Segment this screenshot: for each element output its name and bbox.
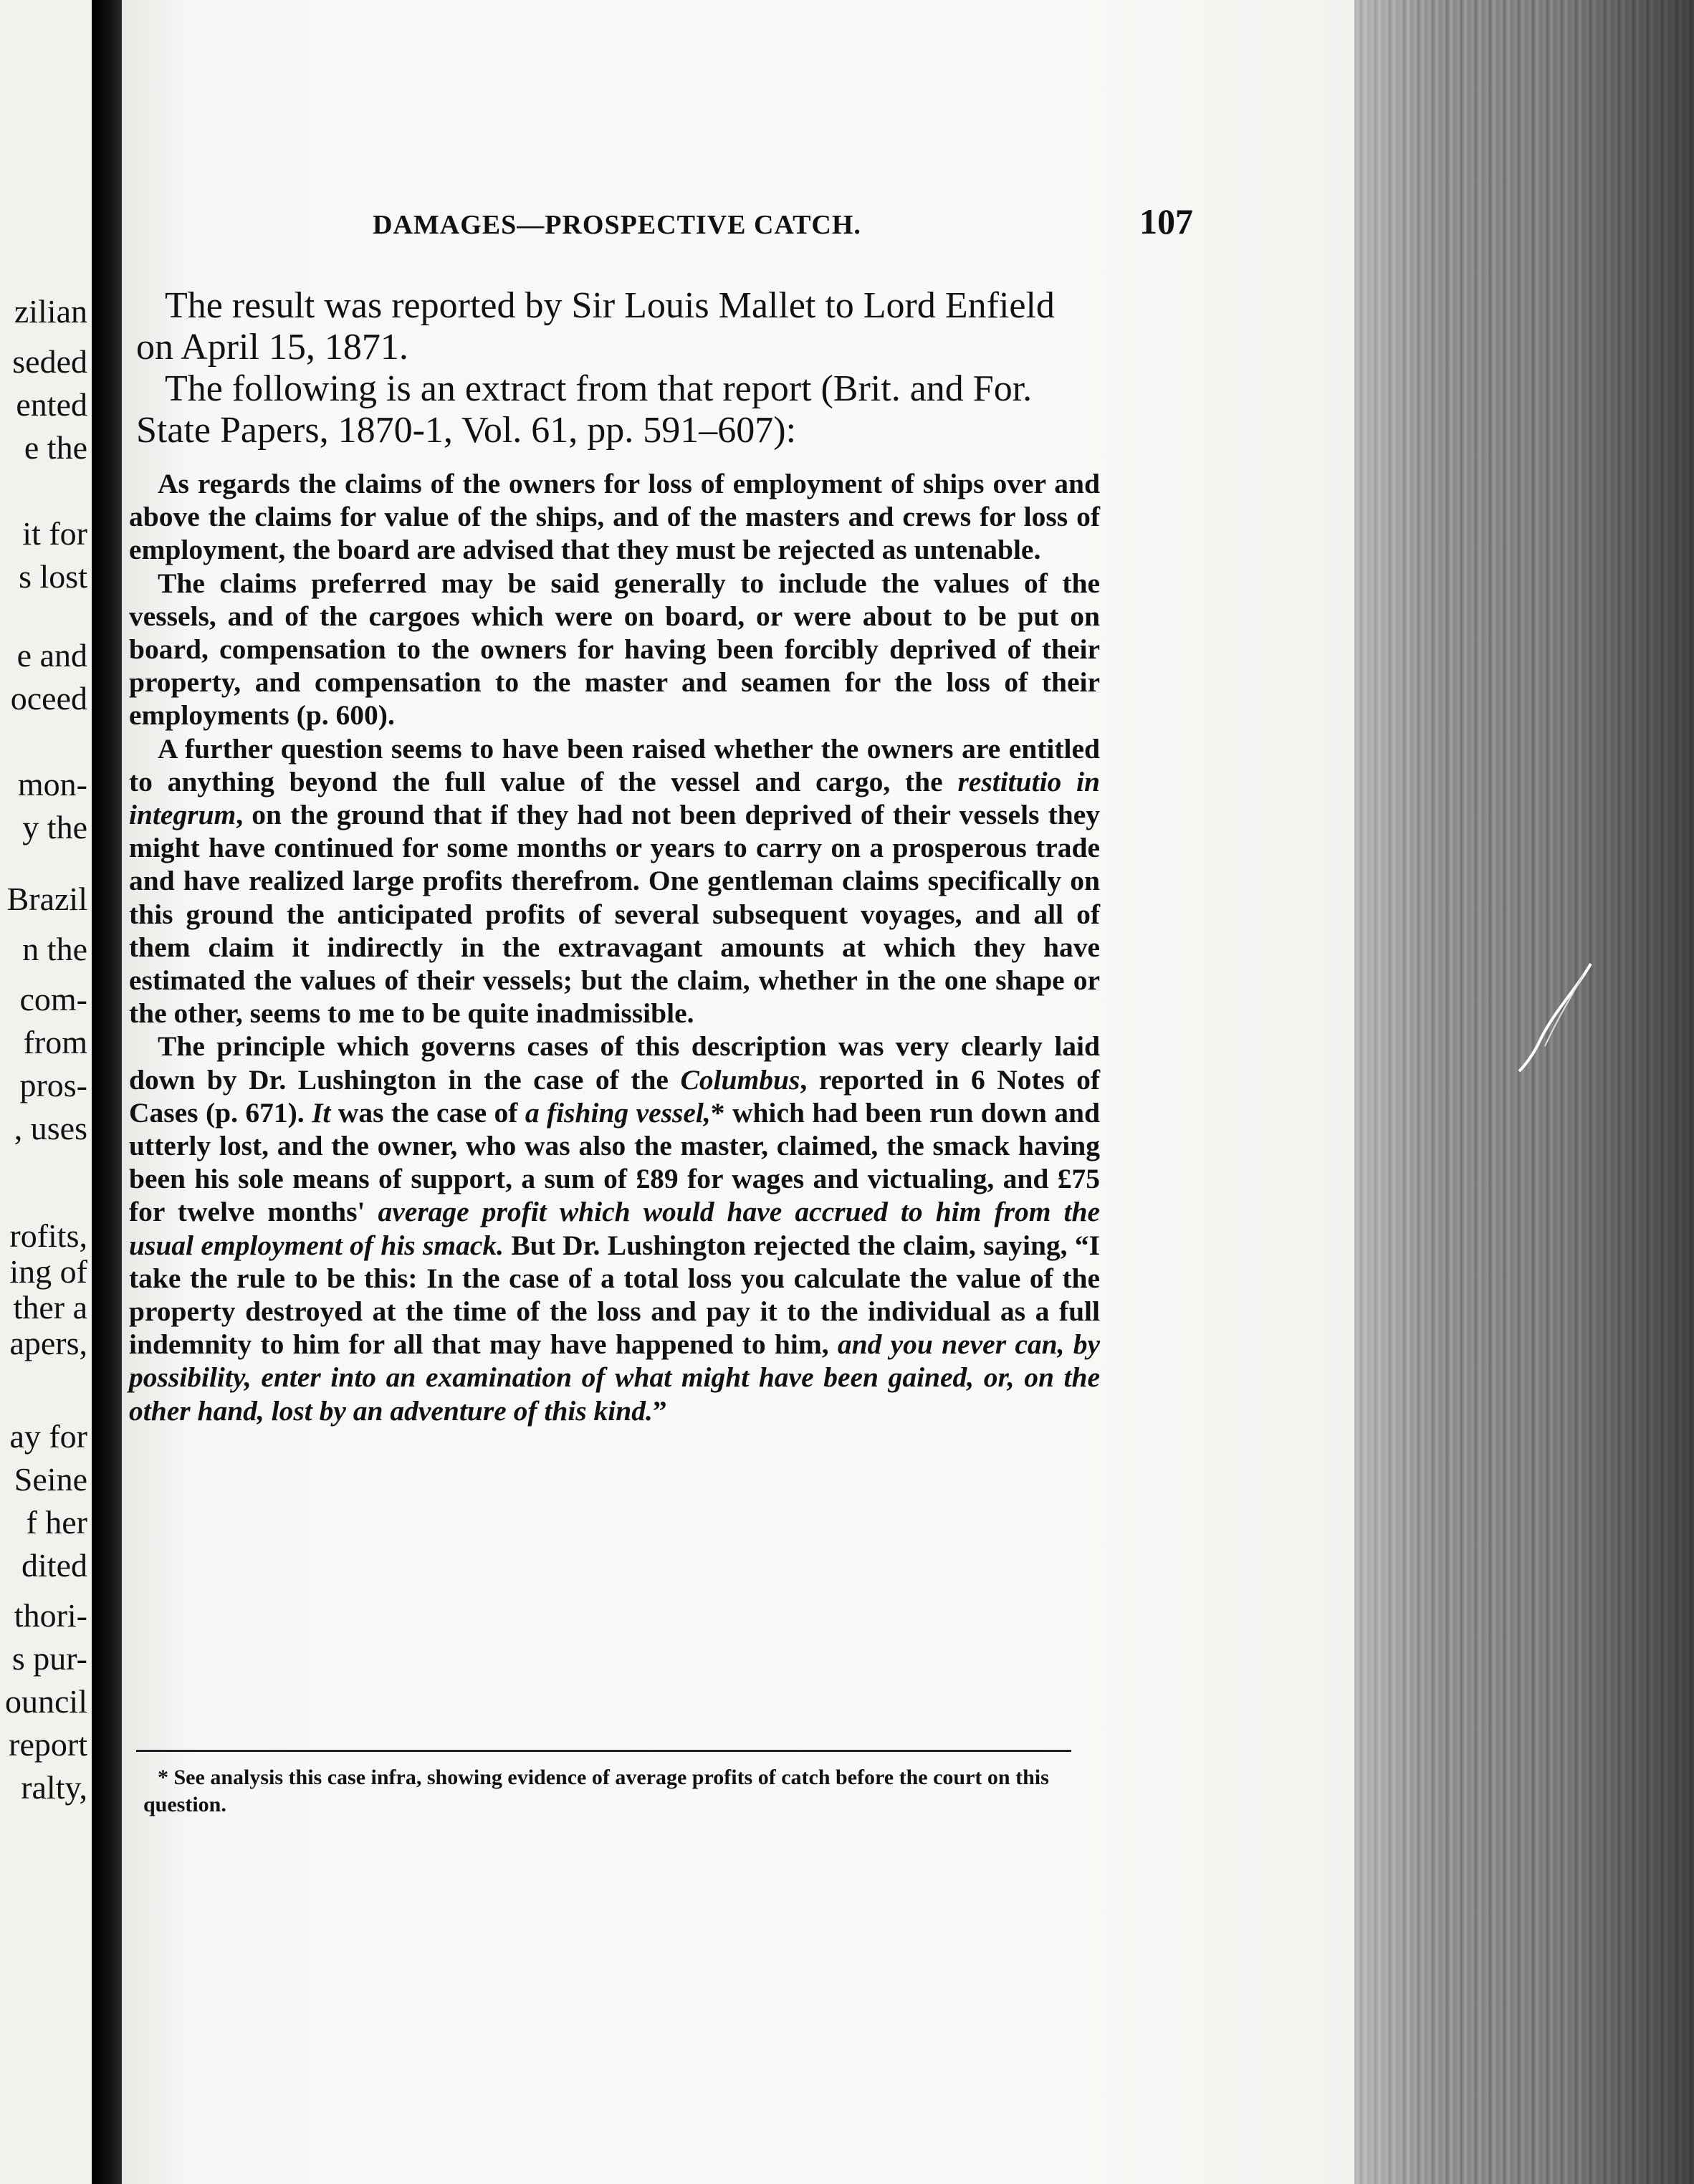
previous-page-line: dited: [21, 1547, 87, 1584]
previous-page-line: ralty,: [21, 1769, 87, 1806]
paragraph-1: The result was reported by Sir Louis Mallet to Lord Enfield on April 15, 1871.: [136, 285, 1055, 368]
previous-page-line: report: [9, 1726, 87, 1763]
quote-paragraph-2: The claims preferred may be said generally to include the values of the vessels, and of the cargoes which were on board, or were about to be put on board, compensation to the owners for having been forcibly deprived of their property, and compensation to the master and seamen for the loss of their employments (p. 600).: [129, 567, 1100, 732]
quote-paragraph-1: As regards the claims of the owners for loss of employment of ships over and above the claims for value of the ships, and of the masters and crews for loss of employment, the board are advised that they must be rejected as untenable.: [129, 468, 1100, 566]
quote-paragraph-4: [129, 1030, 1100, 1427]
page-tear-mark: [1512, 960, 1598, 1075]
previous-page-line: ay for: [9, 1418, 87, 1455]
italic-text: and you never can, by possibility, enter into an examination of what might have been gained, or, on the other hand, lost by an adventure of this kind.: [129, 1328, 1100, 1427]
previous-page-line: Seine: [14, 1461, 87, 1498]
paragraph-2: The following is an extract from that report (Brit. and For. State Papers, 1870-1, Vol. 61, pp. 591–607):: [136, 368, 1033, 451]
previous-page-line: apers,: [9, 1325, 87, 1361]
previous-page-line: ented: [16, 386, 87, 423]
previous-page-line: mon-: [17, 766, 87, 803]
italic-text: a fishing vessel,: [525, 1096, 711, 1129]
body-text: [136, 285, 1100, 451]
previous-page-line: it for: [22, 515, 87, 552]
previous-page-line: f her: [26, 1504, 87, 1541]
previous-page-line: , uses: [14, 1110, 87, 1146]
page-edges-shading: [1354, 0, 1694, 2184]
quote-text: * which had been run down and utterly lost, and the owner, who was also the master, claimed, the smack having been his sole means of support, a sum of £89 for wages and victualing, and £75 for twelve months': [129, 1096, 1100, 1228]
previous-page-line: pros-: [19, 1067, 87, 1103]
page-header: [122, 201, 1354, 251]
running-head: DAMAGES—PROSPECTIVE CATCH.: [373, 210, 861, 240]
previous-page-line: e and: [16, 637, 87, 674]
previous-page-line: com-: [19, 981, 87, 1017]
previous-page-line: from: [23, 1024, 87, 1060]
previous-page-line: ouncil: [5, 1683, 87, 1720]
quote-text: , reported in 6 Notes of Cases (p. 671).: [129, 1063, 1101, 1129]
previous-page-line: seded: [12, 343, 87, 380]
previous-page-line: zilian: [14, 293, 87, 330]
quote-text: was the case of: [330, 1096, 525, 1129]
quoted-extract: [129, 467, 1100, 1427]
previous-page-line: oceed: [10, 680, 87, 717]
book-gutter: [92, 0, 122, 2184]
quote-text: The principle which governs cases of this description was very clearly laid down by Dr. Lushington in the case of the: [129, 1030, 1100, 1096]
page-edges-stack: [1354, 0, 1694, 2184]
quote-text: But Dr. Lushington rejected the claim, saying, “I take the rule to be this: In the case of a total loss you calculate the value of the property destroyed at the time of the loss and pay it to the individual as a full indemnity to him for all that may have happened to him,: [129, 1229, 1100, 1361]
quote-paragraph-3: [129, 732, 1100, 1030]
previous-page-line: e the: [24, 429, 87, 466]
footnote-rule: [136, 1750, 1071, 1752]
book-page: [122, 0, 1354, 2184]
previous-page-line: ther a: [13, 1289, 87, 1326]
previous-page-line: rofits,: [9, 1217, 87, 1254]
previous-page-line: y the: [22, 809, 87, 846]
previous-page-fragment: [0, 0, 92, 2184]
quote-text: ”: [652, 1394, 667, 1427]
previous-page-line: n the: [22, 931, 87, 967]
quote-text: , on the ground that if they had not been deprived of their vessels they might have continued for some months or years to carry on a prosperous trade and have realized large profits therefrom. One gentleman claims specifically on this ground the anticipated profits of several subsequent voyages, and all of them claim it indirectly in the extravagant amounts at which they have estimated the values of their vessels; but the claim, whether in the one shape or the other, seems to me to be quite inadmissible.: [129, 799, 1100, 1030]
page-number: 107: [1139, 201, 1193, 241]
previous-page-line: Brazil: [6, 881, 87, 917]
previous-page-line: s pur-: [11, 1640, 87, 1677]
footnote-text: * See analysis this case infra, showing evidence of average profits of catch before the court on this question.: [143, 1766, 1049, 1816]
italic-term: restitutio in integrum: [129, 765, 1100, 831]
footnote: [143, 1764, 1096, 1819]
previous-page-line: ing of: [9, 1253, 87, 1290]
italic-text: average profit which would have accrued to him from the usual employment of his smack.: [129, 1196, 1100, 1261]
previous-page-line: s lost: [19, 558, 87, 595]
previous-page-line: thori-: [14, 1597, 87, 1634]
quote-text: A further question seems to have been raised whether the owners are entitled to anything beyond the full value of the vessel and cargo, the: [129, 732, 1100, 798]
italic-case-name: Columbus: [680, 1063, 800, 1096]
italic-text: It: [312, 1096, 331, 1129]
